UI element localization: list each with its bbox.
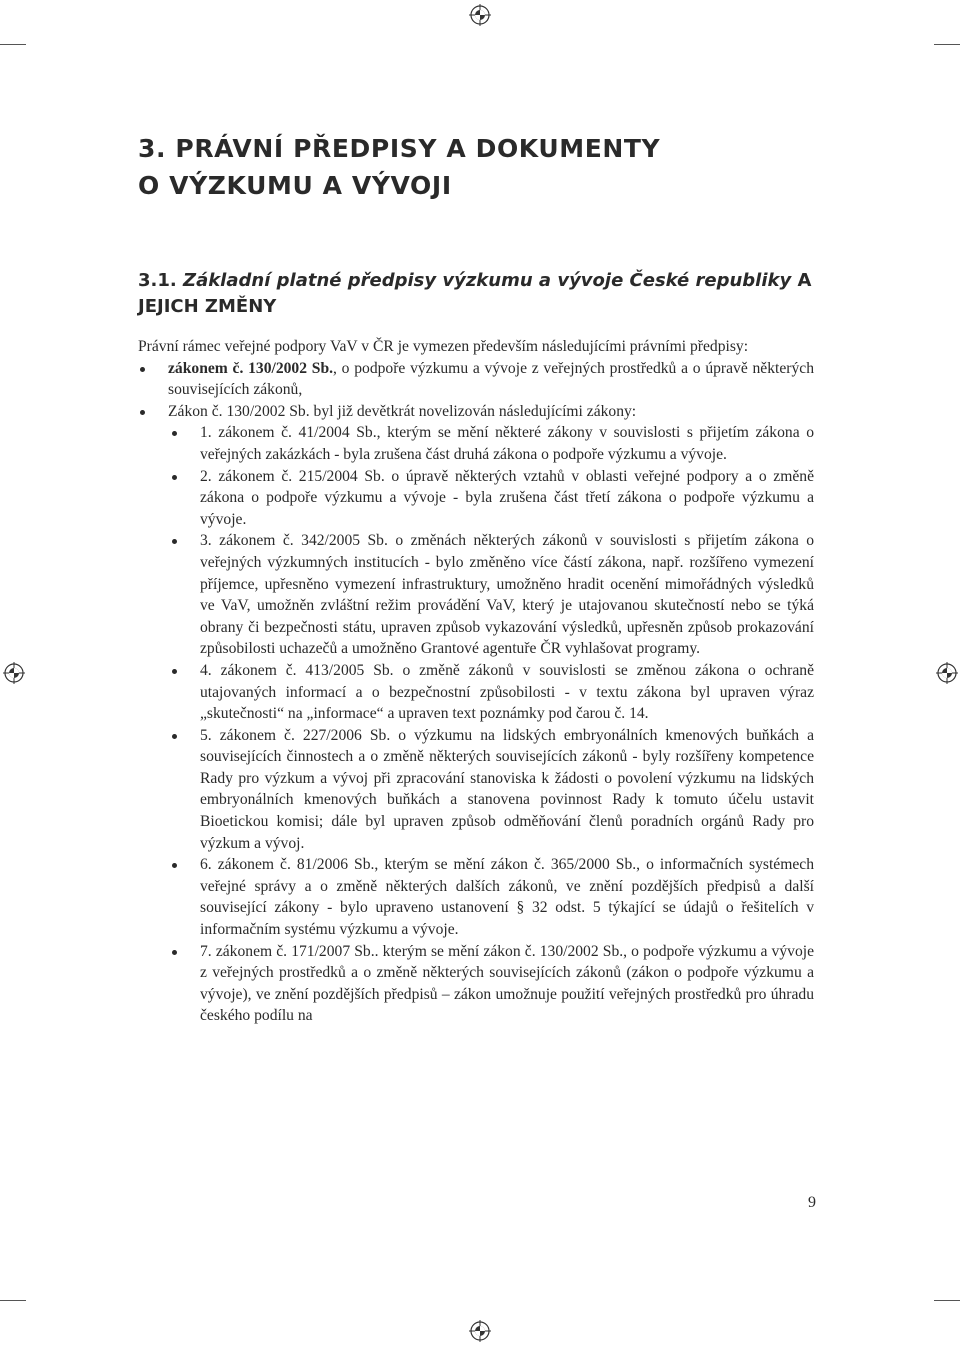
- list-item-text: o změně zákonů v souvislosti se změnou zákona o ochraně utajovaných informací a o bezpečnostní způsobilosti - v textu zákona byl upraven výraz „skutečnosti“ na „informace“ a upraven text poznámky pod čarou č. 14.: [200, 661, 815, 723]
- list-item: [138, 725, 814, 855]
- section-title: Základní platné předpisy výzkumu a vývoje České republiky: [183, 270, 792, 291]
- registration-mark-icon: [3, 662, 25, 684]
- amendment-reference: 5. zákonem č. 227/2006 Sb.: [200, 726, 391, 744]
- page-number: 9: [808, 1194, 816, 1211]
- list-item-text: o úpravě některých vztahů v oblasti veřejné podpory a o změně zákona o podpoře výzkumu a vývoje - byla zrušena část třetí zákona o podpoře výzkumu a vývoje.: [200, 467, 814, 528]
- law-reference: Zákon č. 130/2002 Sb.: [168, 402, 310, 420]
- list-item-text: o změnách některých zákonů v souvislosti s přijetím zákona o veřejných výzkumných institucích - bylo změněno více částí zákona, např. rozšířeno vymezení příjemce, upřesněno vymezení infrastruktury, umožněno hradit ocenění mimořádných výsledků ve VaV, umožněn zvláštní režim provádění VaV, který je utajovanou skutečností nebo se týká obrany či bezpečnosti státu, upraven způsob vykazování výsledků, upřesněn způsob prokazování způsobilosti uchazečů a umožněno Grantové agentuře ČR vyhlašovat programy.: [200, 532, 815, 658]
- intro-paragraph: Právní rámec veřejné podpory VaV v ČR je vymezen především následujícími právními předpisy:: [138, 338, 749, 355]
- amendment-reference: 4. zákonem č. 413/2005 Sb.: [200, 661, 394, 679]
- list-item: [138, 854, 814, 940]
- list-item-text: . kterým se mění zákon č. 130/2002 Sb., o podpoře výzkumu a vývoje z veřejných prostředků a o změně některých souvisejících zákonů (zákon o podpoře výzkumu a vývoje), ve znění pozdějších předpisů – zákon umožnuje použití veřejných prostředků pro úhradu českého podílu na: [200, 942, 815, 1025]
- section-title-caps: A JEJICH ZMĚNY: [138, 270, 812, 317]
- list-item: [138, 530, 814, 660]
- chapter-title-line2: O VÝZKUMU A VÝVOJI: [138, 171, 452, 200]
- list-item: [138, 358, 814, 401]
- crop-mark: [0, 1300, 26, 1301]
- section-number: 3.1.: [138, 270, 177, 291]
- list-item-text: , kterým se mění některé zákony v souvislosti s přijetím zákona o veřejných zakázkách - byla zrušena část druhá zákona o podpoře výzkumu a vývoje.: [200, 424, 814, 463]
- registration-mark-icon: [469, 1320, 491, 1342]
- chapter-title-line1: 3. PRÁVNÍ PŘEDPISY A DOKUMENTY: [138, 134, 661, 163]
- amendment-reference: 1. zákonem č. 41/2004 Sb.: [200, 424, 377, 442]
- list-item: [138, 401, 814, 423]
- crop-mark: [0, 44, 26, 45]
- amendment-reference: 7. zákonem č. 171/2007 Sb.: [200, 942, 375, 960]
- list-item-text: , o podpoře výzkumu a vývoje z veřejných prostředků a o úpravě některých souvisejících zákonů,: [168, 359, 814, 399]
- amendment-list: [138, 422, 814, 1027]
- amendment-reference: 2. zákonem č. 215/2004 Sb.: [200, 467, 385, 485]
- registration-mark-icon: [936, 662, 958, 684]
- section-heading: [138, 268, 828, 320]
- law-list: [138, 358, 814, 423]
- crop-mark: [934, 44, 960, 45]
- list-item: [138, 466, 814, 531]
- law-reference: zákonem č. 130/2002 Sb.: [168, 359, 334, 377]
- list-item: [138, 941, 814, 1027]
- chapter-title: [138, 130, 838, 204]
- registration-mark-icon: [469, 4, 491, 26]
- list-item-text: , kterým se mění zákon č. 365/2000 Sb., o informačních systémech veřejné správy a o změně některých dalších zákonů, ve znění pozdějších předpisů a další související zákony - bylo upraveno ustanovení § 32 odst. 5 týkající se údajů o řešitelích v informačním systému výzkumu a vývoje.: [200, 856, 814, 939]
- list-item: [138, 422, 814, 465]
- list-item-text: o výzkumu na lidských embryonálních kmenových buňkách a souvisejících činnostech a o změně některých souvisejících zákonů - byly rozšířeny kompetence Rady pro výzkum a vývoj při zpracování stanoviska k žádosti o povolení výzkumu na lidských embryonálních kmenových buňkách a stanovena povinnost Rady k tomuto účelu ustavit Bioetickou komisi; dále byl upraven způsob odměňování členů poradních orgánů Rady pro výzkum a vývoj.: [200, 726, 814, 852]
- document-body: [138, 336, 814, 1027]
- crop-mark: [934, 1300, 960, 1301]
- list-item: [138, 660, 814, 725]
- list-item-text: byl již devětkrát novelizován následujícími zákony:: [309, 402, 637, 420]
- amendment-reference: 3. zákonem č. 342/2005 Sb.: [200, 532, 388, 550]
- amendment-reference: 6. zákonem č. 81/2006 Sb.: [200, 856, 375, 874]
